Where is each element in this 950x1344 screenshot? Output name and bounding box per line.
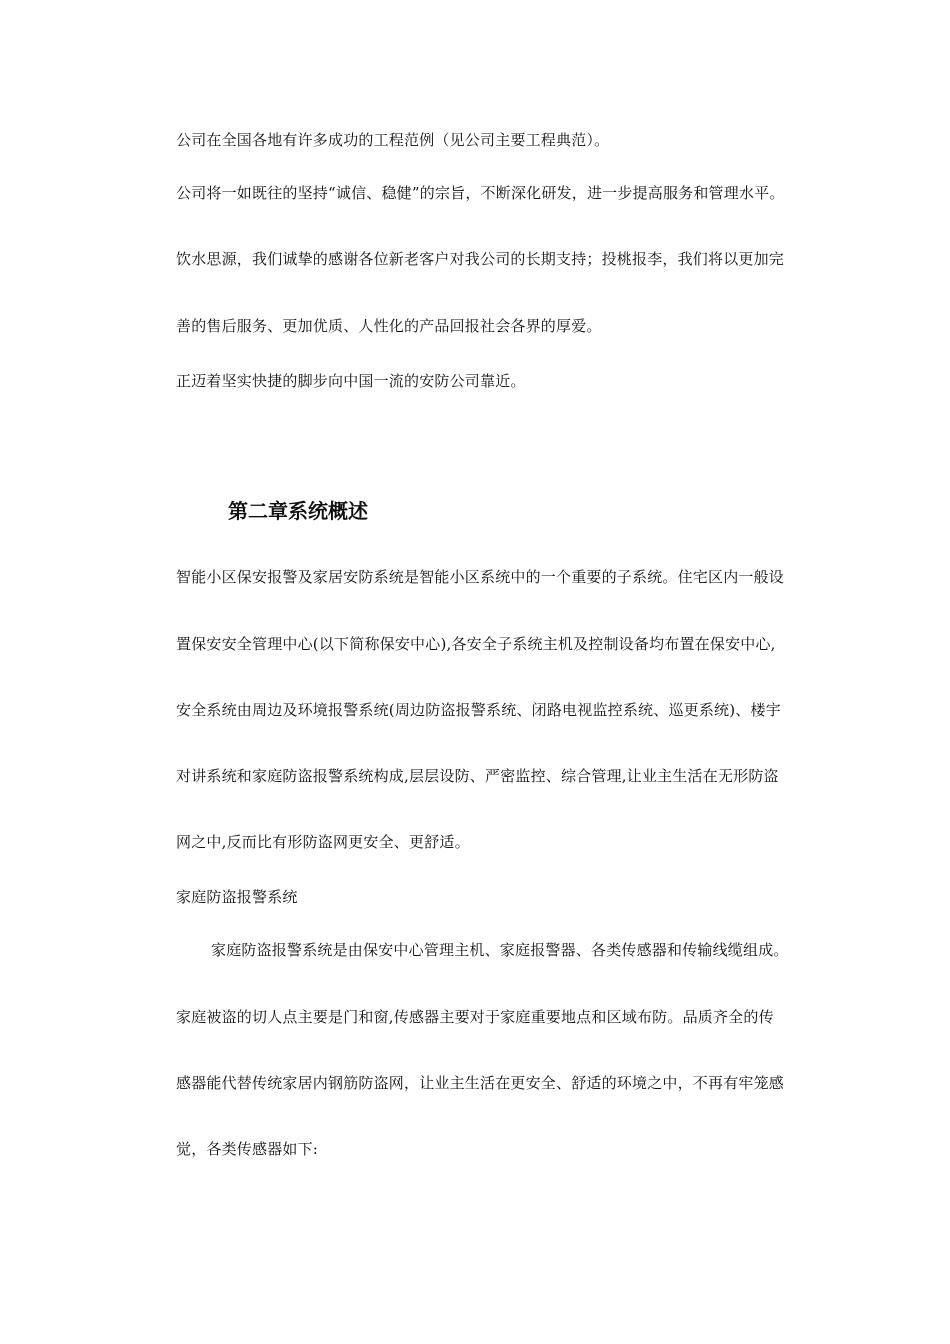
chapter-title: 第二章系统概述 — [228, 499, 368, 523]
section-line-4: 觉，各类传感器如下: — [176, 1140, 319, 1158]
section-line-3: 感器能代替传统家居内钢筋防盗网，让业主生活在更安全、舒适的环境之中，不再有牢笼感 — [176, 1074, 785, 1092]
intro-line-1: 公司在全国各地有许多成功的工程范例（见公司主要工程典范）。 — [176, 131, 610, 149]
intro-line-2: 公司将一如既往的坚持“诚信、稳健”的宗旨，不断深化研发，进一步提高服务和管理水平。 — [176, 184, 785, 202]
section-title: 家庭防盗报警系统 — [176, 888, 298, 906]
overview-line-1: 智能小区保安报警及家居安防系统是智能小区系统中的一个重要的子系统。住宅区内一般设 — [176, 568, 785, 586]
overview-line-4: 对讲系统和家庭防盗报警系统构成,层层设防、严密监控、综合管理,让业主生活在无形防盗 — [176, 767, 779, 785]
intro-line-4: 善的售后服务、更加优质、人性化的产品回报社会各界的厚爱。 — [176, 317, 602, 335]
overview-line-5: 网之中,反而比有形防盗网更安全、更舒适。 — [176, 833, 470, 851]
intro-line-3: 饮水思源，我们诚挚的感谢各位新老客户对我公司的长期支持；投桃报李，我们将以更加完 — [176, 250, 785, 268]
overview-line-3: 安全系统由周边及环境报警系统(周边防盗报警系统、闭路电视监控系统、巡更系统)、楼宇 — [176, 701, 781, 719]
section-line-1: 家庭防盗报警系统是由保安中心管理主机、家庭报警器、各类传感器和传输线缆组成。 — [211, 941, 789, 959]
overview-line-2: 置保安安全管理中心(以下简称保安中心),各安全子系统主机及控制设备均布置在保安中心, — [176, 635, 776, 653]
intro-line-5: 正迈着坚实快捷的脚步向中国一流的安防公司靠近。 — [176, 372, 526, 390]
section-line-2: 家庭被盗的切人点主要是门和窗,传感器主要对于家庭重要地点和区域布防。品质齐全的传 — [176, 1008, 774, 1026]
